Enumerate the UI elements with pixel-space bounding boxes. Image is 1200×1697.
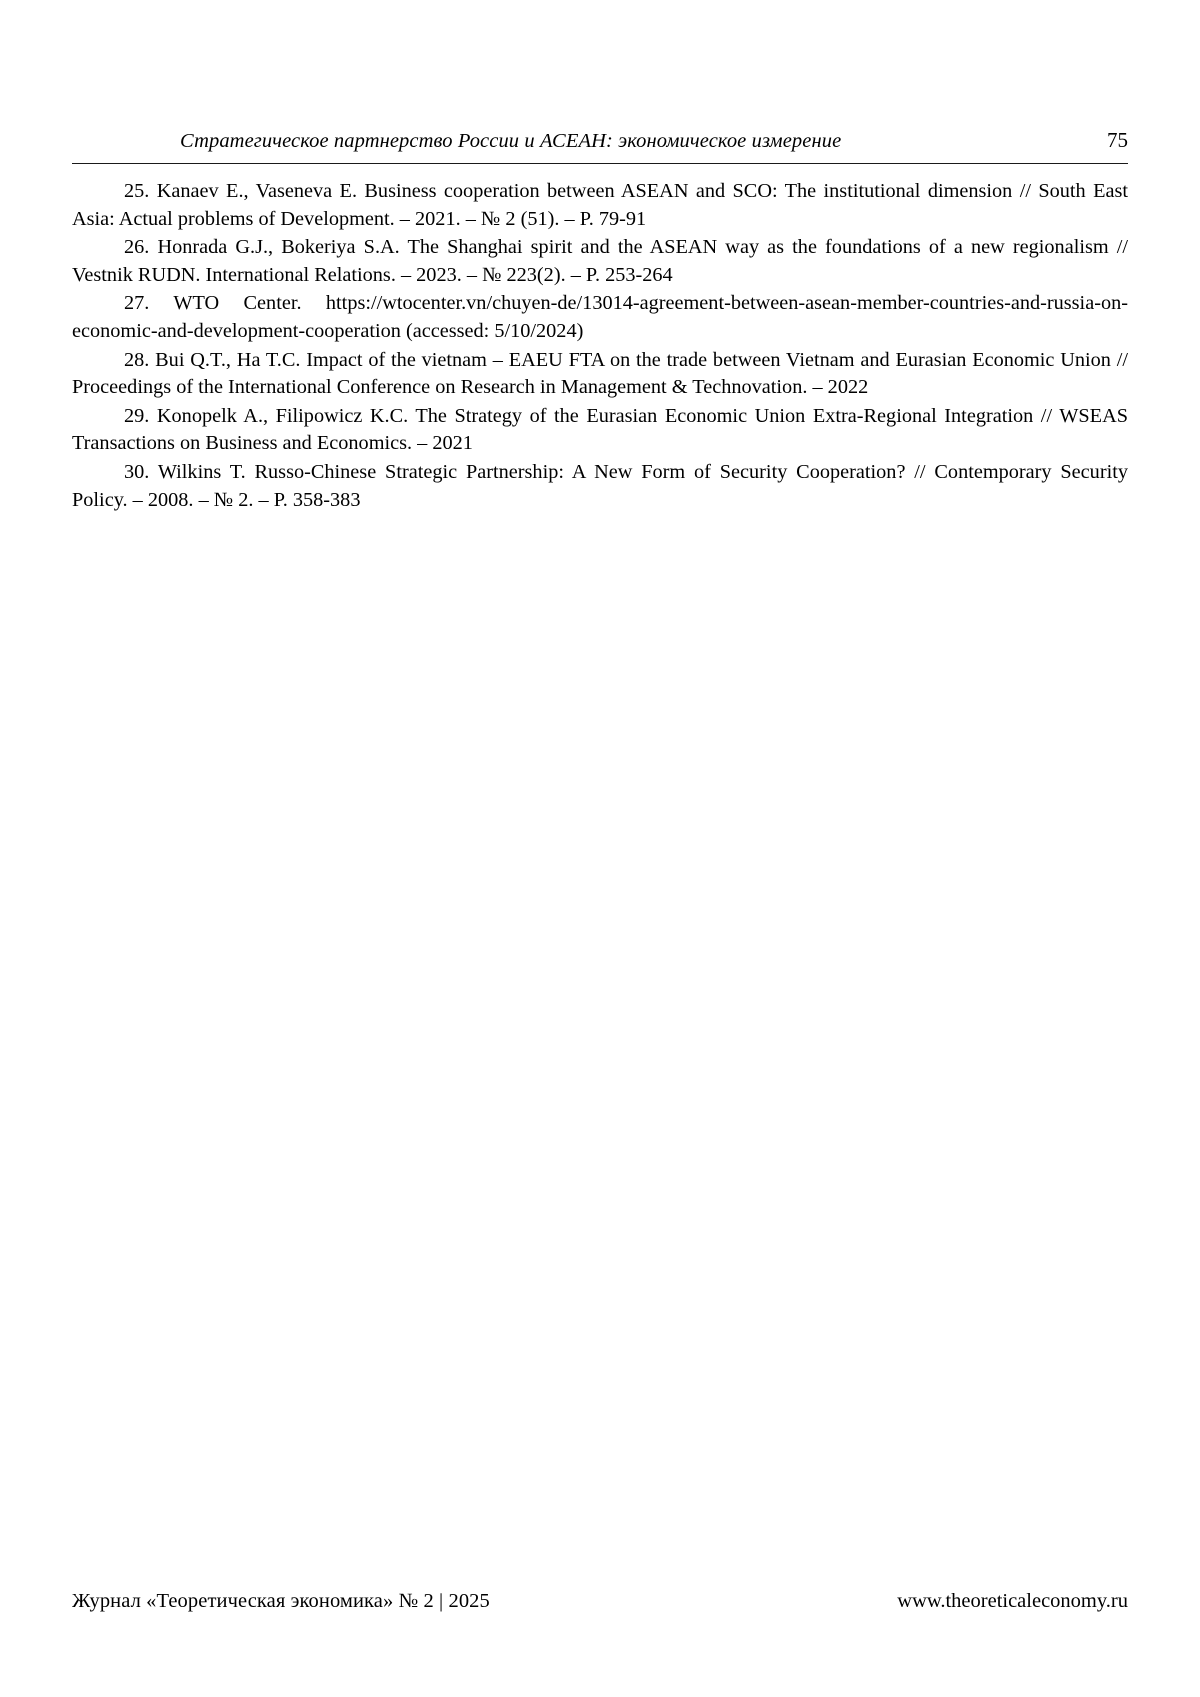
- reference-item: 27. WTO Center. https://wtocenter.vn/chuyen-de/13014-agreement-between-asean-member-countries-and-russia-on-economic-and-development-cooperation (accessed: 5/10/2024): [72, 292, 1128, 342]
- page-footer: [72, 1590, 1128, 1613]
- footer-website: www.theoreticaleconomy.ru: [897, 1590, 1128, 1612]
- reference-item: 25. Kanaev E., Vaseneva E. Business cooperation between ASEAN and SCO: The institutional dimension // South East Asia: Actual problems of Development. – 2021. – № 2 (51). – P. 79-91: [72, 180, 1128, 230]
- references-list: [72, 178, 1128, 515]
- page-number: 75: [1107, 128, 1128, 152]
- page-content: [72, 0, 1128, 1697]
- reference-item: 29. Konopelk A., Filipowicz K.C. The Strategy of the Eurasian Economic Union Extra-Regional Integration // WSEAS Transactions on Business and Economics. – 2021: [72, 404, 1128, 455]
- reference-item: 30. Wilkins T. Russo-Chinese Strategic Partnership: A New Form of Security Cooperation? // Contemporary Security Policy. – 2008. – № 2. – P. 358-383: [72, 460, 1128, 511]
- reference-item: 28. Bui Q.T., Ha T.C. Impact of the vietnam – EAEU FTA on the trade between Vietnam and Eurasian Economic Union // Proceedings of the International Conference on Research in Management & Technovation. – 2022: [72, 348, 1128, 399]
- footer-journal-title: Журнал «Теоретическая экономика» № 2 | 2025: [72, 1590, 490, 1612]
- reference-item: 26. Honrada G.J., Bokeriya S.A. The Shanghai spirit and the ASEAN way as the foundations of a new regionalism // Vestnik RUDN. International Relations. – 2023. – № 223(2). – P. 253-264: [72, 236, 1128, 286]
- running-head-title: Стратегическое партнерство России и АСЕАН: экономическое измерение: [180, 130, 842, 152]
- running-head: [72, 128, 1128, 164]
